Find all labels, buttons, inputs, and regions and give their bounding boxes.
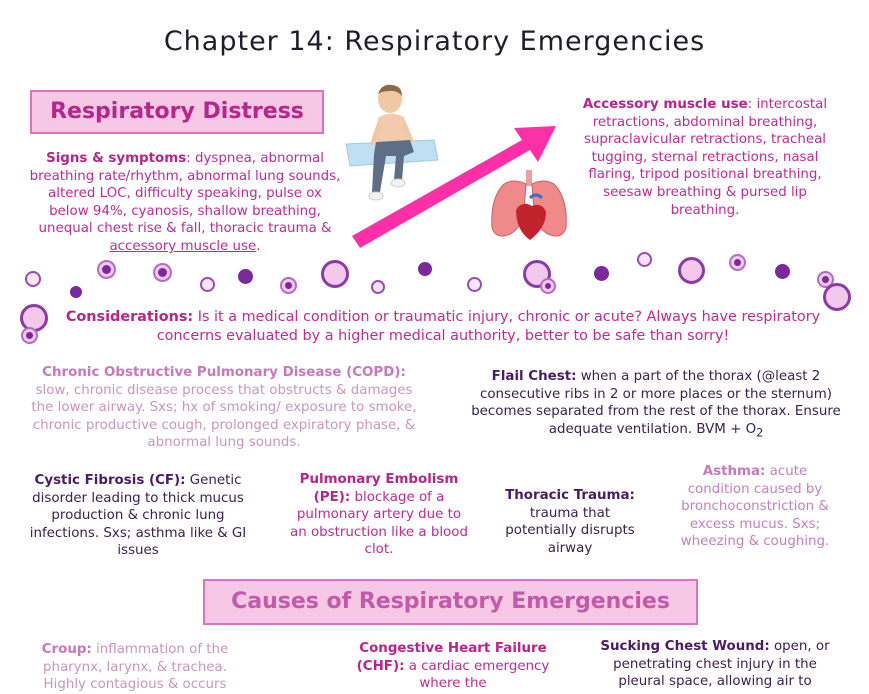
tt-body: trauma that potentially disrupts airway (505, 505, 635, 556)
flail-subscript: 2 (756, 426, 764, 440)
scw-body: open, or penetrating chest injury in the pleural space, allowing air to (613, 639, 830, 690)
decor-dot (731, 256, 744, 269)
signs-end: . (256, 238, 261, 254)
considerations-body: Is it a medical condition or traumatic injury, chronic or acute? Always have respiratory concerns evaluated by a higher medical authority, better to be safe than sorry! (156, 309, 821, 344)
decor-dot (282, 279, 295, 292)
decor-dot (678, 257, 705, 284)
accessory-body: : intercostal retractions, abdominal breathing, supraclavicular retractions, tracheal tugging, sternal retractions, nasal flaring, tripod positional breathing, seesaw breathing & pursed lip breathing. (583, 97, 828, 218)
accessory-label: Accessory muscle use (582, 97, 748, 112)
decor-dot (418, 262, 432, 276)
signs-body: : dyspnea, abnormal breathing rate/rhythm, abnormal lung sounds, altered LOC, difficulty speaking, pulse ox below 94%, cyanosis, shallow breathing, unequal chest rise & fall, thoracic trauma & (29, 151, 341, 237)
decor-dot (467, 277, 482, 292)
tt-label: Thoracic Trauma: (505, 488, 635, 503)
decor-dot (238, 269, 253, 284)
pe-label: Pulmonary Embolism (PE): (299, 472, 459, 505)
chf-text (356, 640, 550, 693)
accessory-muscle-text (574, 96, 836, 219)
decor-dot (637, 252, 652, 267)
decor-dot (20, 304, 48, 332)
asthma-text (670, 463, 840, 551)
croup-body: inflammation of the pharynx, larynx, & trachea. Highly contagious & occurs (42, 642, 229, 693)
respiratory-distress-banner: Respiratory Distress (30, 90, 324, 134)
decor-dot (155, 265, 170, 280)
chf-label: Congestive Heart Failure (CHF): (356, 641, 547, 674)
copd-body: slow, chronic disease process that obstructs & damages the lower airway. Sxs; hx of smoking/ exposure to smoke, chronic productive cough, prolonged expiratory phase, & abnormal lung sounds. (31, 382, 417, 451)
flail-chest-text (468, 368, 844, 442)
chf-body: a cardiac emergency where the (404, 658, 550, 692)
copd-label: Chronic Obstructive Pulmonary Disease (COPD): (42, 365, 406, 380)
asthma-body: acute condition caused by bronchoconstriction & excess mucus. Sxs; wheezing & coughing. (680, 464, 830, 550)
decor-dot (371, 280, 385, 294)
scw-label: Sucking Chest Wound: (600, 639, 770, 654)
decor-dot (23, 329, 36, 342)
signs-symptoms-text (28, 150, 342, 256)
decor-dot (775, 264, 790, 279)
lungs-heart-icon (486, 170, 572, 246)
accessory-muscle-link[interactable]: accessory muscle use (109, 238, 257, 254)
considerations-text (52, 308, 834, 346)
cf-body: Genetic disorder leading to thick mucus production & chronic lung infections. Sxs; asthma like & GI issues (29, 473, 247, 559)
considerations-label: Considerations: (65, 309, 194, 325)
decor-dot (542, 280, 554, 292)
cf-label: Cystic Fibrosis (CF): (34, 473, 186, 488)
flail-label: Flail Chest: (491, 369, 577, 384)
decor-dot (70, 286, 82, 298)
decor-dot (321, 260, 349, 288)
causes-banner: Causes of Respiratory Emergencies (203, 579, 698, 625)
sucking-chest-wound-text (592, 638, 838, 691)
pe-body: blockage of a pulmonary artery due to an obstruction like a blood clot. (290, 489, 468, 558)
decor-dot (200, 277, 215, 292)
decor-dot (99, 262, 114, 277)
signs-label: Signs & symptoms (46, 151, 187, 166)
cystic-fibrosis-text (28, 472, 248, 560)
decor-dot (594, 266, 609, 281)
croup-label: Croup: (41, 642, 92, 657)
decor-dot (823, 283, 851, 311)
flail-body: when a part of the thorax (@least 2 consecutive ribs in 2 or more places or the sternum) becomes separated from the rest of the thorax. Ensure adequate ventilation. BVM + O (471, 369, 841, 437)
copd-text (24, 364, 424, 452)
pulmonary-embolism-text (290, 471, 468, 559)
page-title: Chapter 14: Respiratory Emergencies (163, 26, 706, 57)
asthma-label: Asthma: (702, 464, 766, 479)
decor-dot (25, 271, 41, 287)
thoracic-trauma-text (500, 487, 640, 557)
